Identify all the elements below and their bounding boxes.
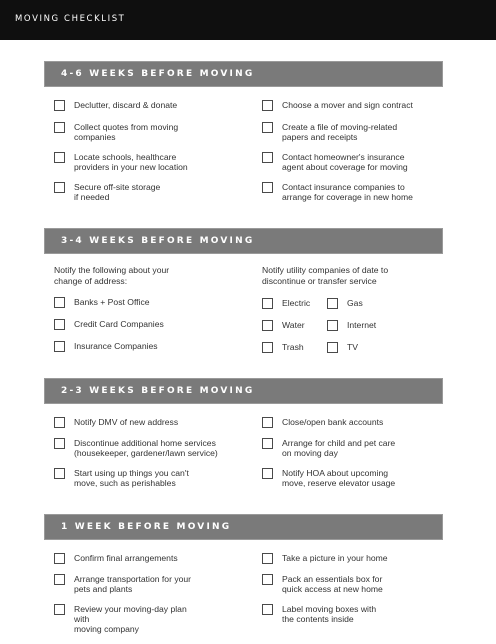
section-header-3-4-weeks — [44, 228, 443, 254]
checkbox[interactable] — [262, 604, 273, 615]
section-title: 1 WEEK BEFORE MOVING — [61, 522, 232, 532]
checkbox[interactable] — [54, 341, 65, 352]
utility-intro: Notify utility companies of date to discontinue or transfer service — [262, 265, 389, 286]
checkbox[interactable] — [54, 438, 65, 449]
checkbox[interactable] — [54, 152, 65, 163]
section-header-4-6-weeks — [44, 61, 443, 87]
section-title: 3-4 WEEKS BEFORE MOVING — [61, 236, 255, 246]
checklist-item-label: Insurance Companies — [74, 341, 158, 351]
checkbox[interactable] — [54, 604, 65, 615]
checkbox[interactable] — [54, 100, 65, 111]
checkbox[interactable] — [262, 152, 273, 163]
top-bar — [0, 0, 496, 40]
checkbox[interactable] — [54, 574, 65, 585]
checkbox[interactable] — [262, 342, 273, 353]
checklist-item-label: Choose a mover and sign contract — [282, 100, 413, 110]
checklist-item-label: Review your moving-day plan with moving company — [74, 604, 187, 634]
checkbox[interactable] — [54, 468, 65, 479]
checkbox[interactable] — [54, 297, 65, 308]
checklist-item-label: Credit Card Companies — [74, 319, 164, 329]
section-title: 4-6 WEEKS BEFORE MOVING — [61, 69, 255, 79]
checklist-item-label: Label moving boxes with the contents inside — [282, 604, 377, 624]
checkbox[interactable] — [262, 182, 273, 193]
checklist-item-label: Arrange transportation for your pets and plants — [74, 574, 192, 594]
checklist-item-label: Contact homeowner's insurance agent about coverage for moving — [282, 152, 408, 172]
address-change-intro: Notify the following about your change of address: — [54, 265, 170, 286]
checklist-item-label: Locate schools, healthcare providers in your new location — [74, 152, 188, 172]
section-title: 2-3 WEEKS BEFORE MOVING — [61, 386, 255, 396]
checkbox[interactable] — [262, 468, 273, 479]
utility-label: Internet — [347, 320, 377, 330]
checklist-item-label: Close/open bank accounts — [282, 417, 384, 427]
checkbox[interactable] — [262, 298, 273, 309]
section-header-1-week — [44, 514, 443, 540]
checklist-item-label: Contact insurance companies to arrange for coverage in new home — [282, 182, 413, 202]
checkbox[interactable] — [262, 553, 273, 564]
checkbox[interactable] — [262, 122, 273, 133]
checkbox[interactable] — [54, 122, 65, 133]
checklist-item-label: Notify DMV of new address — [74, 417, 179, 427]
checkbox[interactable] — [262, 320, 273, 331]
checklist-item-label: Collect quotes from moving companies — [74, 122, 179, 142]
utility-label: Electric — [282, 298, 311, 308]
checklist-item-label: Secure off-site storage if needed — [74, 182, 161, 202]
checklist-item-label: Confirm final arrangements — [74, 553, 178, 563]
checkbox[interactable] — [262, 574, 273, 585]
checklist-item-label: Take a picture in your home — [282, 553, 388, 563]
utility-label: Gas — [347, 298, 363, 308]
section-header-2-3-weeks — [44, 378, 443, 404]
utility-label: TV — [347, 342, 358, 352]
checklist-item-label: Discontinue additional home services (housekeeper, gardener/lawn service) — [74, 438, 218, 458]
checkbox[interactable] — [262, 100, 273, 111]
checklist-item-label: Create a file of moving-related papers and receipts — [282, 122, 398, 142]
checklist-item-label: Start using up things you can't move, such as perishables — [74, 468, 189, 488]
checkbox[interactable] — [327, 298, 338, 309]
checkbox[interactable] — [262, 438, 273, 449]
utility-label: Water — [282, 320, 305, 330]
checkbox[interactable] — [327, 320, 338, 331]
checklist-item-label: Banks + Post Office — [74, 297, 150, 307]
checkbox[interactable] — [54, 417, 65, 428]
checklist-item-label: Pack an essentials box for quick access at new home — [282, 574, 383, 594]
page-title: MOVING CHECKLIST — [15, 14, 126, 24]
checklist-item-label: Notify HOA about upcoming move, reserve elevator usage — [282, 468, 396, 488]
utility-label: Trash — [282, 342, 304, 352]
checkbox[interactable] — [54, 319, 65, 330]
checkbox[interactable] — [327, 342, 338, 353]
checklist-item-label: Declutter, discard & donate — [74, 100, 178, 110]
checkbox[interactable] — [54, 182, 65, 193]
checklist-item-label: Arrange for child and pet care on moving day — [282, 438, 396, 458]
checkbox[interactable] — [262, 417, 273, 428]
checkbox[interactable] — [54, 553, 65, 564]
